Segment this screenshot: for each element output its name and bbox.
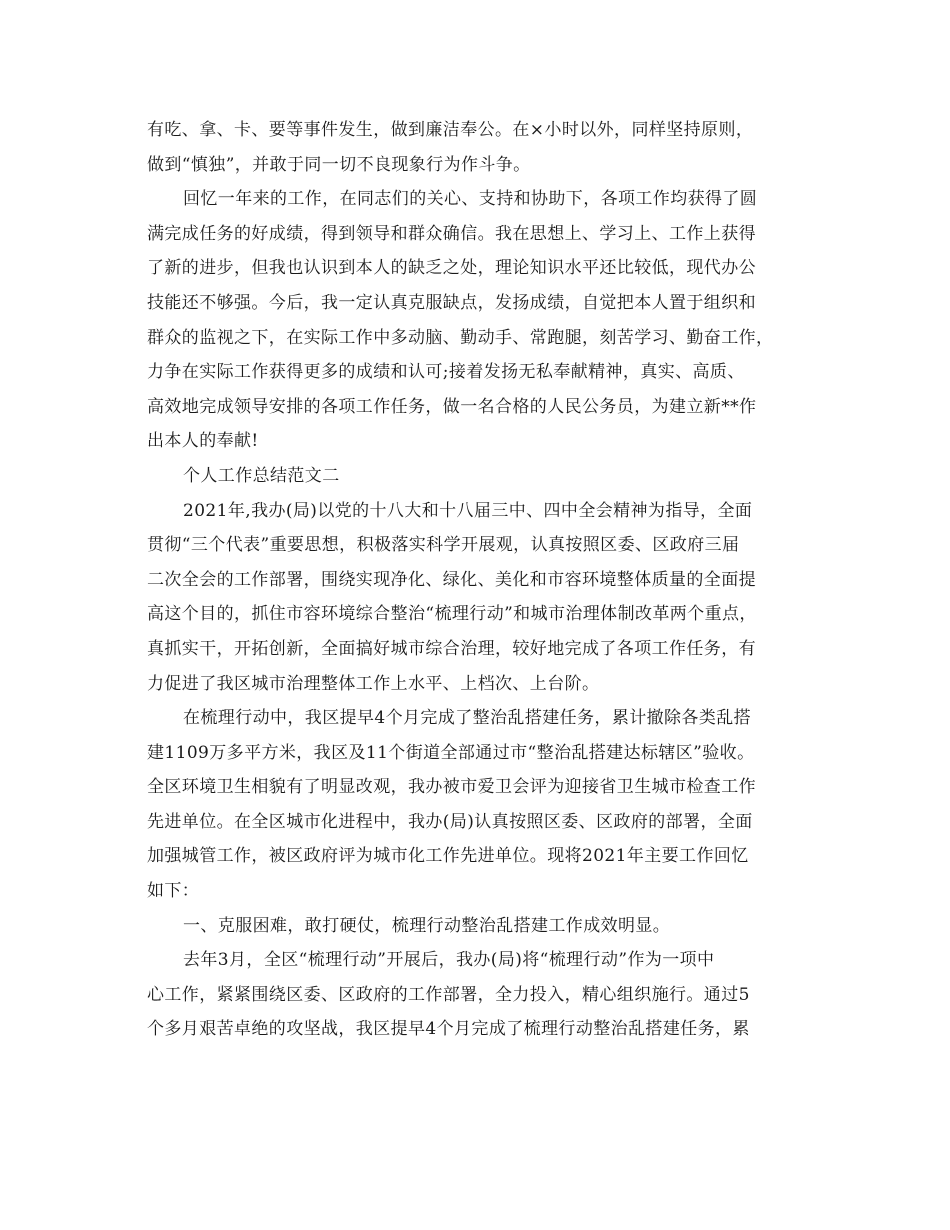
text-line: 做到“慎独”，并敢于同一切不良现象行为作斗争。: [147, 154, 531, 175]
text-line: 技能还不够强。今后，我一定认真克服缺点，发扬成绩，自觉把本人置于组织和: [147, 292, 756, 313]
paragraph-start-line: 在梳理行动中，我区提早4个月完成了整治乱搭建任务，累计撤除各类乱搭: [183, 708, 752, 729]
text-line: 群众的监视之下，在实际工作中多动脑、勤动手、常跑腿，刻苦学习、勤奋工作，: [147, 327, 774, 348]
text-line: 全区环境卫生相貌有了明显改观，我办被市爱卫会评为迎接省卫生城市检查工作: [147, 777, 756, 798]
text-line: 贯彻“三个代表”重要思想，积极落实科学开展观，认真按照区委、区政府三届: [147, 535, 740, 556]
text-line: 个多月艰苦卓绝的攻坚战，我区提早4个月完成了梳理行动整治乱搭建任务，累: [147, 1019, 750, 1040]
text-line: 二次全会的工作部署，围绕实现净化、绿化、美化和市容环境整体质量的全面提: [147, 569, 756, 590]
text-line: 如下：: [147, 881, 200, 902]
text-line: 建1109万多平方米，我区及11个街道全部通过市“整治乱搭建达标辖区”验收。: [147, 742, 755, 763]
paragraph-start-line: 去年3月，全区“梳理行动”开展后，我办(局)将“梳理行动”作为一项中: [183, 950, 715, 971]
text-line: 高这个目的，抓住市容环境综合整治“梳理行动”和城市治理体制改革两个重点，: [147, 604, 757, 625]
text-line: 力促进了我区城市治理整体工作上水平、上档次、上台阶。: [147, 673, 600, 694]
document-body: [147, 113, 807, 1047]
text-line: 心工作，紧紧围绕区委、区政府的工作部署，全力投入，精心组织施行。通过5: [147, 984, 750, 1005]
section-heading: 个人工作总结范文二: [183, 465, 340, 486]
text-line: 先进单位。在全区城市化进程中，我办(局)认真按照区委、区政府的部署，全面: [147, 811, 753, 832]
text-line: 高效地完成领导安排的各项工作任务，做一名合格的人民公务员，为建立新**作: [147, 396, 757, 417]
subsection-heading: 一、克服困难，敢打硬仗，梳理行动整治乱搭建工作成效明显。: [183, 915, 671, 936]
text-line: 加强城管工作，被区政府评为城市化工作先进单位。现将2021年主要工作回忆: [147, 846, 749, 867]
text-line: 出本人的奉献!: [147, 431, 259, 452]
paragraph-start-line: 2021年,我办(局)以党的十八大和十八届三中、四中全会精神为指导，全面: [183, 500, 753, 521]
text-line: 力争在实际工作获得更多的成绩和认可;接着发扬无私奉献精神，真实、高质、: [147, 362, 745, 383]
text-line: 了新的进步，但我也认识到本人的缺乏之处，理论知识水平还比较低，现代办公: [147, 258, 756, 279]
text-line: 真抓实干，开拓创新，全面搞好城市综合治理，较好地完成了各项工作任务，有: [147, 638, 756, 659]
paragraph-start-line: 回忆一年来的工作，在同志们的关心、支持和协助下，各项工作均获得了圆: [183, 189, 758, 210]
text-line: 有吃、拿、卡、要等事件发生，做到廉洁奉公。在×小时以外，同样坚持原则，: [147, 120, 754, 140]
text-line: 满完成任务的好成绩，得到领导和群众确信。我在思想上、学习上、工作上获得: [147, 223, 756, 244]
